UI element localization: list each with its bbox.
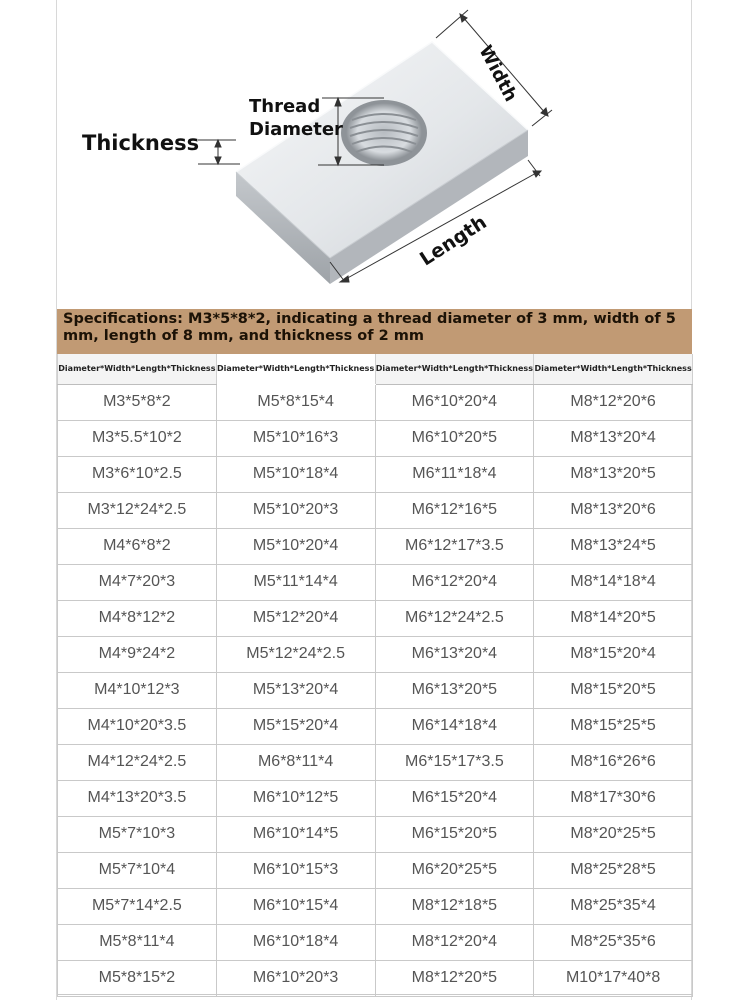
table-cell: M6*15*20*5: [375, 816, 534, 852]
table-cell: M3*6*10*2.5: [58, 456, 217, 492]
table-cell: M8*13*20*5: [534, 456, 693, 492]
table-row: [58, 888, 693, 924]
table-cell: M3*5.5*10*2: [58, 420, 217, 456]
table-cell: M8*12*20*5: [375, 960, 534, 996]
table-row: [58, 456, 693, 492]
table-cell: M5*8*15*4: [216, 384, 375, 420]
table-cell: M8*25*35*4: [534, 888, 693, 924]
length-label: Length: [416, 211, 491, 271]
table-cell: M6*10*14*5: [216, 816, 375, 852]
width-label: Width: [474, 42, 522, 106]
table-cell: M4*10*20*3.5: [58, 708, 217, 744]
table-cell: M3*5*8*2: [58, 384, 217, 420]
table-cell: M6*10*20*5: [375, 420, 534, 456]
table-cell: M5*12*20*4: [216, 600, 375, 636]
table-cell: M8*25*35*6: [534, 924, 693, 960]
table-cell: M8*13*24*5: [534, 528, 693, 564]
table-cell: M8*13*20*4: [534, 420, 693, 456]
table-cell: M5*10*20*3: [216, 492, 375, 528]
table-cell: M8*15*25*5: [534, 708, 693, 744]
table-cell: M5*10*20*4: [216, 528, 375, 564]
thread-label-line1: Thread: [249, 96, 321, 117]
table-cell: M5*8*15*2: [58, 960, 217, 996]
table-cell: M8*16*26*6: [534, 744, 693, 780]
table-cell: M6*12*16*5: [375, 492, 534, 528]
table-cell: M5*13*20*4: [216, 672, 375, 708]
specification-banner: Specifications: M3*5*8*2, indicating a thread diameter of 3 mm, width of 5 mm, length of 8 mm, and thickness of 2 mm: [57, 309, 692, 354]
table-cell: M6*15*20*4: [375, 780, 534, 816]
table-cell: M5*15*20*4: [216, 708, 375, 744]
table-cell: M3*12*24*2.5: [58, 492, 217, 528]
table-cell: M6*10*12*5: [216, 780, 375, 816]
column-header: Diameter*Width*Length*Thickness: [375, 354, 534, 384]
table-row: [58, 564, 693, 600]
table-cell: M4*7*20*3: [58, 564, 217, 600]
table-cell: M6*10*18*4: [216, 924, 375, 960]
table-row: [58, 708, 693, 744]
thread-diameter-label: [249, 95, 343, 141]
table-cell: M5*7*10*3: [58, 816, 217, 852]
table-row: [58, 960, 693, 996]
table-cell: M6*10*20*4: [375, 384, 534, 420]
column-header: Diameter*Width*Length*Thickness: [534, 354, 693, 384]
table-cell: M5*10*18*4: [216, 456, 375, 492]
table-cell: M6*10*20*3: [216, 960, 375, 996]
table-cell: M6*14*18*4: [375, 708, 534, 744]
table-row: [58, 816, 693, 852]
table-cell: M5*8*11*4: [58, 924, 217, 960]
table-cell: M6*12*24*2.5: [375, 600, 534, 636]
table-cell: M8*14*20*5: [534, 600, 693, 636]
table-cell: M8*15*20*4: [534, 636, 693, 672]
table-row: [58, 744, 693, 780]
table-cell: M8*14*18*4: [534, 564, 693, 600]
table-row: [58, 636, 693, 672]
table-cell: M8*13*20*6: [534, 492, 693, 528]
table-row: [58, 492, 693, 528]
table-cell: M4*9*24*2: [58, 636, 217, 672]
table-row: [58, 852, 693, 888]
table-cell: M6*13*20*4: [375, 636, 534, 672]
product-diagram: [0, 0, 750, 308]
table-cell: M8*20*25*5: [534, 816, 693, 852]
table-cell: M6*12*20*4: [375, 564, 534, 600]
table-row: [58, 780, 693, 816]
table-cell: M6*12*17*3.5: [375, 528, 534, 564]
table-header-row: [58, 354, 693, 384]
table-row: [58, 672, 693, 708]
table-cell: M5*11*14*4: [216, 564, 375, 600]
thread-label-line2: Diameter: [249, 119, 343, 140]
column-header: Diameter*Width*Length*Thickness: [216, 354, 375, 384]
thickness-label: Thickness: [82, 131, 200, 155]
table-cell: M6*20*25*5: [375, 852, 534, 888]
table-cell: M8*15*20*5: [534, 672, 693, 708]
table-cell: M6*10*15*3: [216, 852, 375, 888]
size-spec-table: [57, 354, 693, 997]
thread-hole-icon: [341, 100, 427, 166]
table-cell: M5*7*10*4: [58, 852, 217, 888]
table-row: [58, 528, 693, 564]
table-row: [58, 384, 693, 420]
table-cell: M8*25*28*5: [534, 852, 693, 888]
table-row: [58, 600, 693, 636]
table-cell: M8*17*30*6: [534, 780, 693, 816]
table-cell: M6*8*11*4: [216, 744, 375, 780]
table-cell: M4*12*24*2.5: [58, 744, 217, 780]
table-cell: M8*12*20*6: [534, 384, 693, 420]
table-cell: M6*11*18*4: [375, 456, 534, 492]
table-cell: M4*8*12*2: [58, 600, 217, 636]
table-cell: M5*12*24*2.5: [216, 636, 375, 672]
table-cell: M4*13*20*3.5: [58, 780, 217, 816]
table-cell: M8*12*20*4: [375, 924, 534, 960]
table-cell: M10*17*40*8: [534, 960, 693, 996]
table-cell: M6*10*15*4: [216, 888, 375, 924]
table-cell: M8*12*18*5: [375, 888, 534, 924]
table-body: [58, 384, 693, 996]
table-row: [58, 420, 693, 456]
table-cell: M5*7*14*2.5: [58, 888, 217, 924]
table-cell: M4*6*8*2: [58, 528, 217, 564]
table-cell: M6*15*17*3.5: [375, 744, 534, 780]
table-row: [58, 924, 693, 960]
table-bottom-edge: [57, 994, 692, 1000]
table-cell: M5*10*16*3: [216, 420, 375, 456]
table-cell: M6*13*20*5: [375, 672, 534, 708]
table-cell: M4*10*12*3: [58, 672, 217, 708]
column-header: Diameter*Width*Length*Thickness: [58, 354, 217, 384]
